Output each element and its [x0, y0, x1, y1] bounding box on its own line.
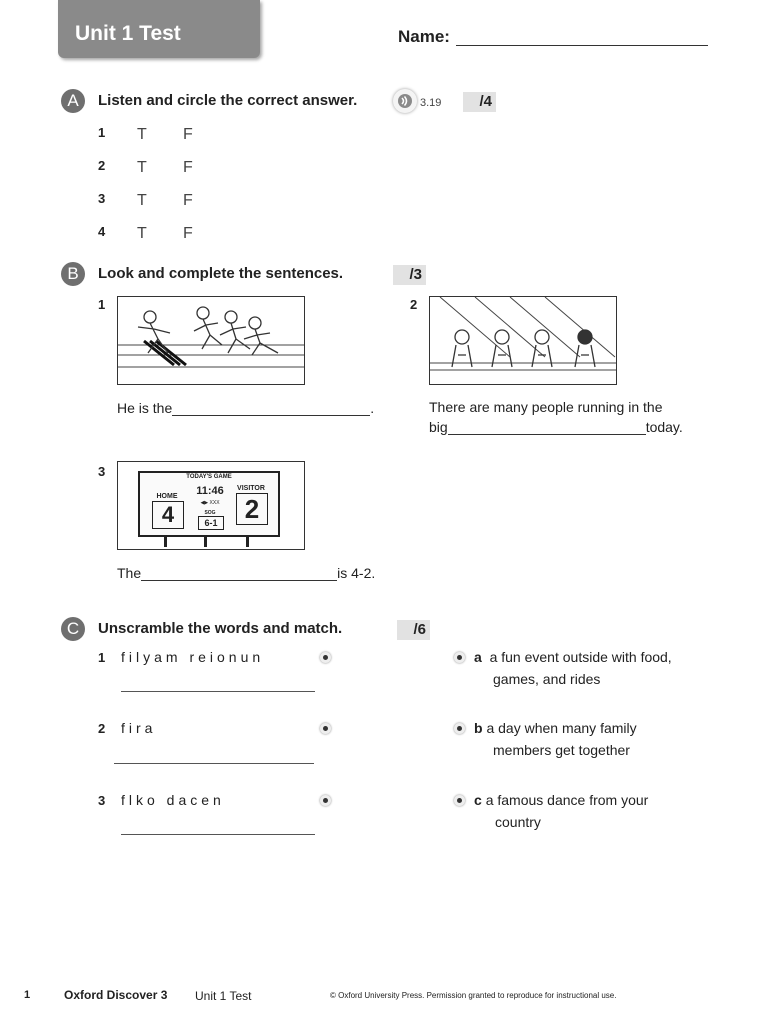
- section-c-badge: C: [61, 617, 85, 641]
- match-option-a: [474, 646, 672, 690]
- visitor-label: VISITOR: [237, 485, 265, 492]
- page-title: Unit 1 Test: [75, 22, 181, 45]
- item-number: 1: [98, 297, 106, 312]
- section-b-badge: B: [61, 262, 85, 286]
- page-number: 1: [24, 989, 31, 1001]
- match-text-line1: a famous dance from your: [485, 792, 649, 808]
- answer-line[interactable]: [121, 691, 315, 692]
- audio-track: 3.19: [420, 97, 442, 109]
- true-option[interactable]: T: [137, 126, 147, 143]
- true-option[interactable]: T: [137, 159, 147, 176]
- name-label: Name:: [398, 27, 450, 46]
- home-label: HOME: [156, 493, 178, 500]
- item-number: 3: [98, 793, 106, 808]
- item-number: 2: [98, 158, 106, 173]
- scrambled-word: fira: [121, 720, 157, 736]
- scoreboard-panel: [138, 471, 280, 537]
- sentence-1: [117, 400, 374, 416]
- scoreboard-illustration: [117, 461, 305, 550]
- name-field[interactable]: [456, 45, 708, 46]
- sog-label: SOG: [204, 510, 216, 516]
- match-dot-right[interactable]: [454, 723, 465, 734]
- visitor-score: 2: [236, 493, 268, 525]
- copyright-notice: © Oxford University Press. Permission granted to reproduce for instructional use.: [330, 991, 617, 1000]
- answer-line[interactable]: [114, 763, 314, 764]
- section-a-badge: A: [61, 89, 85, 113]
- match-dot-left[interactable]: [320, 652, 331, 663]
- book-title: Oxford Discover 3: [64, 988, 168, 1002]
- item-number: 4: [98, 224, 106, 239]
- sentence-2-end: today.: [645, 419, 683, 435]
- true-option[interactable]: T: [137, 225, 147, 242]
- item-number: 2: [98, 721, 106, 736]
- scoreboard-post: [164, 535, 167, 547]
- match-text-line2: games, and rides: [493, 671, 601, 687]
- scoreboard-post: [246, 535, 249, 547]
- match-text-line1: a fun event outside with food,: [489, 649, 672, 665]
- section-c-instruction: Unscramble the words and match.: [98, 620, 343, 637]
- footer-unit: Unit 1 Test: [195, 989, 252, 1003]
- scoreboard-post: [204, 535, 207, 547]
- scrambled-word: filyam reionun: [121, 649, 265, 665]
- possession-indicator: ◀▶ XXX: [200, 500, 220, 506]
- match-text-line1: a day when many family: [486, 720, 637, 736]
- match-dot-right[interactable]: [454, 795, 465, 806]
- answer-line[interactable]: [121, 834, 315, 835]
- false-option[interactable]: F: [183, 159, 193, 176]
- race-finish-illustration: [117, 296, 305, 385]
- match-text-line2: members get together: [493, 742, 630, 758]
- sentence-2-line2: [429, 419, 683, 435]
- item-number: 2: [410, 297, 418, 312]
- match-letter: c: [474, 792, 482, 808]
- game-clock: 11:46: [196, 485, 224, 497]
- scoreboard-caption: TODAY'S GAME: [186, 474, 232, 480]
- sentence-1-start: He is the: [117, 400, 173, 416]
- match-letter: b: [474, 720, 483, 736]
- section-b-instruction: Look and complete the sentences.: [98, 265, 344, 282]
- match-text-line2: country: [495, 814, 541, 830]
- scrambled-word: flko dacen: [121, 792, 225, 808]
- match-option-c: [474, 789, 648, 833]
- answer-blank[interactable]: [172, 401, 370, 416]
- sog-value: 6-1: [198, 516, 224, 530]
- section-a-instruction: Listen and circle the correct answer.: [98, 92, 358, 109]
- race-start-illustration: [429, 296, 617, 385]
- section-c-score: /6: [397, 620, 430, 640]
- sentence-2-line1: There are many people running in the: [429, 399, 663, 415]
- match-option-b: [474, 717, 637, 761]
- sentence-3-start: The: [117, 565, 142, 581]
- false-option[interactable]: F: [183, 126, 193, 143]
- item-number: 3: [98, 464, 106, 479]
- match-dot-left[interactable]: [320, 795, 331, 806]
- sentence-2-start: big: [429, 419, 448, 435]
- home-score: 4: [152, 501, 184, 529]
- sentence-3-end: is 4-2.: [337, 565, 376, 581]
- item-number: 1: [98, 650, 106, 665]
- item-number: 3: [98, 191, 106, 206]
- sentence-1-end: .: [370, 400, 375, 416]
- title-tab: [58, 0, 260, 58]
- sentence-3: [117, 565, 375, 581]
- item-number: 1: [98, 125, 106, 140]
- audio-icon[interactable]: [393, 89, 417, 113]
- true-option[interactable]: T: [137, 192, 147, 209]
- match-dot-right[interactable]: [454, 652, 465, 663]
- answer-blank[interactable]: [448, 420, 646, 435]
- match-letter: a: [474, 649, 482, 665]
- match-dot-left[interactable]: [320, 723, 331, 734]
- answer-blank[interactable]: [141, 566, 337, 581]
- false-option[interactable]: F: [183, 192, 193, 209]
- section-b-score: /3: [393, 265, 426, 285]
- section-a-score: /4: [463, 92, 496, 112]
- false-option[interactable]: F: [183, 225, 193, 242]
